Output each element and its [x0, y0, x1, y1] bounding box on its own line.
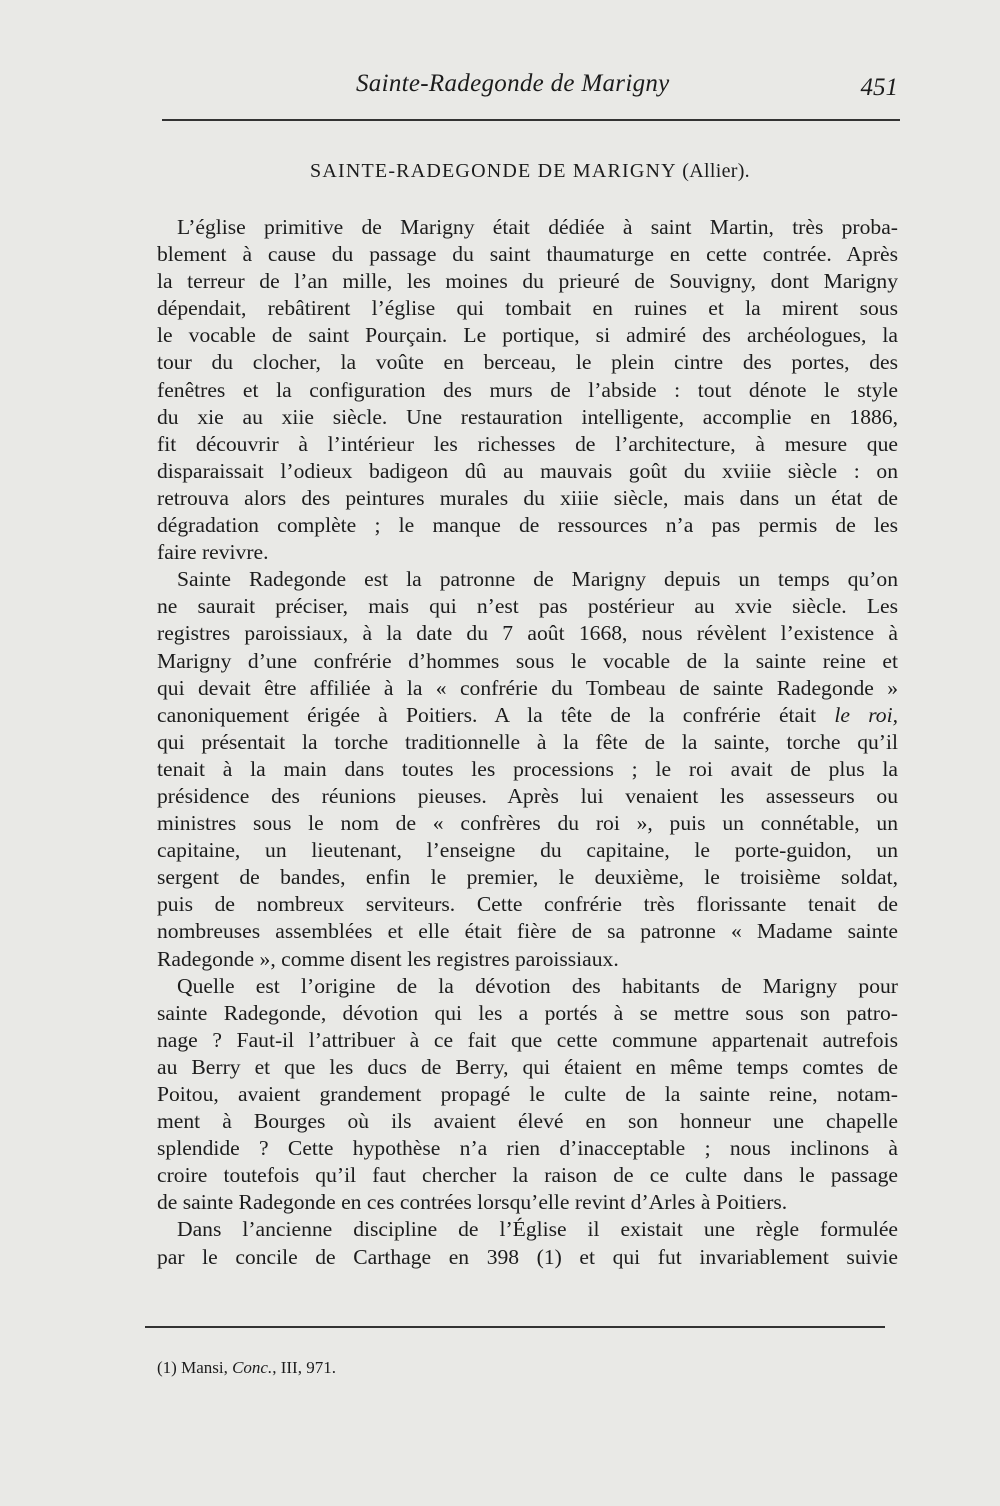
body-line: dégradation complète ; le manque de ressources n’a pas permis de les — [157, 513, 898, 538]
body-line: le vocable de saint Pourçain. Le portique, si admiré des archéologues, la — [157, 323, 898, 348]
body-line: au Berry et que les ducs de Berry, qui étaient en même temps comtes de — [157, 1054, 898, 1079]
body-line: du xie au xiie siècle. Une restauration intelligente, accomplie en 1886, — [157, 404, 898, 429]
body-line: par le concile de Carthage en 398 (1) et qui fut invariablement suivie — [157, 1244, 898, 1269]
body-line: la terreur de l’an mille, les moines du prieuré de Souvigny, dont Marigny — [157, 269, 898, 294]
body-line: dépendait, rebâtirent l’église qui tombait en ruines et la mirent sous — [157, 296, 898, 321]
body-line: nombreuses assemblées et elle était fière de sa patronne « Madame sainte — [157, 919, 898, 944]
body-line: faire revivre. — [157, 540, 269, 565]
body-line: ne saurait préciser, mais qui n’est pas postérieur au xvie siècle. Les — [157, 594, 898, 619]
footnote-marker: (1) Mansi, — [157, 1358, 233, 1377]
body-line: ministres sous le nom de « confrères du roi », puis un connétable, un — [157, 811, 898, 836]
italic-fragment: le roi, — [834, 702, 899, 727]
article-title-region: (Allier). — [682, 160, 750, 182]
article-title — [160, 160, 900, 183]
body-line: fit découvrir à l’intérieur les richesses de l’architecture, à mesure que — [157, 431, 898, 456]
body-line: capitaine, un lieutenant, l’enseigne du capitaine, le porte-guidon, un — [157, 838, 898, 863]
body-line: Poitou, avaient grandement propagé le culte de la sainte reine, notam- — [157, 1082, 898, 1106]
footnote — [157, 1358, 336, 1378]
body-line: Sainte Radegonde est la patronne de Marigny depuis un temps qu’on — [177, 567, 898, 592]
body-line: Radegonde », comme disent les registres paroissiaux. — [157, 946, 619, 971]
body-line-text: canoniquement érigée à Poitiers. A la tête de la confrérie était — [157, 702, 835, 727]
header-rule — [162, 119, 900, 121]
body-line: retrouva alors des peintures murales du xiiie siècle, mais dans un état de — [157, 485, 898, 510]
footnote-rule — [145, 1326, 885, 1328]
body-line: Quelle est l’origine de la dévotion des habitants de Marigny pour — [177, 973, 898, 998]
body-line: croire toutefois qu’il faut chercher la raison de ce culte dans le passage — [157, 1163, 898, 1188]
body-line: splendide ? Cette hypothèse n’a rien d’inacceptable ; nous inclinons à — [157, 1136, 898, 1161]
body-line: Marigny d’une confrérie d’hommes sous le vocable de la sainte reine et — [157, 648, 898, 673]
body-line: présidence des réunions pieuses. Après lui venaient les assesseurs ou — [157, 783, 898, 808]
body-line: tenait à la main dans toutes les processions ; le roi avait de plus la — [157, 756, 898, 781]
footnote-rest: , III, 971. — [272, 1358, 336, 1377]
body-line: qui présentait la torche traditionnelle à la fête de la sainte, torche qu’il — [157, 729, 898, 754]
running-title: Sainte-Radegonde de Marigny — [356, 70, 670, 97]
page-number: 451 — [860, 74, 898, 101]
body-line: registres paroissiaux, à la date du 7 août 1668, nous révèlent l’existence à — [157, 621, 898, 646]
body-line-with-italic — [157, 702, 898, 729]
body-line: puis de nombreux serviteurs. Cette confrérie très florissante tenait de — [157, 892, 898, 917]
body-line: sainte Radegonde, dévotion qui les a portés à se mettre sous son patro- — [157, 1000, 898, 1025]
body-line: sergent de bandes, enfin le premier, le deuxième, le troisième soldat, — [157, 865, 898, 890]
body-line: tour du clocher, la voûte en berceau, le plein cintre des portes, des — [157, 350, 898, 375]
body-line: qui devait être affiliée à la « confrérie du Tombeau de sainte Radegonde » — [157, 675, 898, 700]
running-head — [160, 66, 900, 106]
body-line: blement à cause du passage du saint thaumaturge en cette contrée. Après — [157, 242, 898, 267]
body-line: Dans l’ancienne discipline de l’Église il existait une règle formulée — [177, 1217, 898, 1242]
body-line: nage ? Faut-il l’attribuer à ce fait que cette commune appartenait autrefois — [157, 1027, 898, 1052]
body-line: de sainte Radegonde en ces contrées lorsqu’elle revint d’Arles à Poitiers. — [157, 1190, 788, 1215]
body-text — [157, 214, 898, 1271]
body-line: disparaissait l’odieux badigeon dû au mauvais goût du xviiie siècle : on — [157, 458, 898, 483]
body-line: L’église primitive de Marigny était dédiée à saint Martin, très proba- — [177, 215, 898, 239]
body-line: fenêtres et la configuration des murs de l’abside : tout dénote le style — [157, 377, 898, 402]
article-title-text: SAINTE-RADEGONDE DE MARIGNY — [310, 160, 677, 182]
body-line: ment à Bourges où ils avaient élevé en son honneur une chapelle — [157, 1109, 898, 1134]
footnote-work: Conc. — [232, 1358, 273, 1377]
